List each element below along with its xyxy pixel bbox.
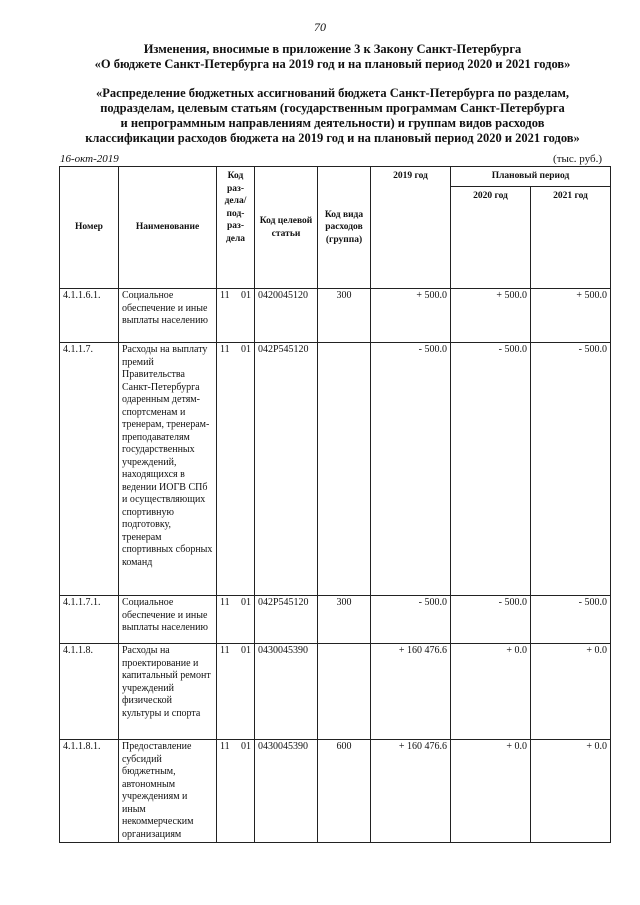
row-name: Расходы на выплату премий Правительства Санкт-Петербурга одаренным детям-спортсменам и тренерам, тренерам-преподавателям государственных учреждений, находящихся в ведении ИОГВ СПб и осуществляющих спортивную подготовку, тренерам спортивных сборных команд xyxy=(119,343,217,596)
subtitle-line: и непрограммным направлениям деятельности) и группам видов расходов xyxy=(120,116,545,130)
row-value-2021: - 500.0 xyxy=(531,596,611,644)
razdel-code: 11 xyxy=(220,645,230,656)
row-csr: 0430045390 xyxy=(255,644,318,740)
row-name: Расходы на проектирование и капитальный ремонт учреждений физической культуры и спорта xyxy=(119,644,217,740)
row-value-2021: + 0.0 xyxy=(531,644,611,740)
col-header-csr: Код целевой статьи xyxy=(255,167,318,289)
row-csr: 0430045390 xyxy=(255,740,318,843)
row-number: 4.1.1.6.1. xyxy=(60,289,119,343)
row-value-2019: + 500.0 xyxy=(371,289,451,343)
title-line: Изменения, вносимые в приложение 3 к Закону Санкт-Петербурга xyxy=(143,42,522,56)
budget-table xyxy=(59,166,611,843)
row-name: Социальное обеспечение и иные выплаты населению xyxy=(119,289,217,343)
row-value-2019: - 500.0 xyxy=(371,596,451,644)
row-value-2020: + 500.0 xyxy=(451,289,531,343)
podrazdel-code: 01 xyxy=(241,645,251,656)
subtitle-line: «Распределение бюджетных ассигнований бюджета Санкт-Петербурга по разделам, xyxy=(96,86,569,100)
document-subtitle xyxy=(60,86,605,146)
podrazdel-code: 01 xyxy=(241,290,251,301)
row-value-2020: - 500.0 xyxy=(451,343,531,596)
row-razdel xyxy=(217,740,255,843)
subtitle-line: подразделам, целевым статьям (государственным программам Санкт-Петербурга xyxy=(100,101,565,115)
col-header-number: Номер xyxy=(60,167,119,289)
col-header-planned: Плановый период xyxy=(451,167,611,187)
razdel-code: 11 xyxy=(220,597,230,608)
document-title xyxy=(60,42,605,72)
podrazdel-code: 01 xyxy=(241,741,251,752)
row-number: 4.1.1.7. xyxy=(60,343,119,596)
razdel-code: 11 xyxy=(220,290,230,301)
page-number: 70 xyxy=(314,20,326,34)
col-header-razdel: Код раз-дела/ под-раз-дела xyxy=(217,167,255,289)
row-value-2020: - 500.0 xyxy=(451,596,531,644)
row-value-2019: + 160 476.6 xyxy=(371,740,451,843)
table-row xyxy=(60,289,611,343)
row-vr: 600 xyxy=(318,740,371,843)
units-label: (тыс. руб.) xyxy=(553,153,602,165)
col-header-2019: 2019 год xyxy=(371,167,451,289)
col-header-name: Наименование xyxy=(119,167,217,289)
row-value-2021: + 500.0 xyxy=(531,289,611,343)
table-row xyxy=(60,644,611,740)
table-row xyxy=(60,343,611,596)
col-header-vr: Код вида расходов (группа) xyxy=(318,167,371,289)
row-csr: 0420045120 xyxy=(255,289,318,343)
row-razdel xyxy=(217,343,255,596)
row-number: 4.1.1.8. xyxy=(60,644,119,740)
row-value-2020: + 0.0 xyxy=(451,644,531,740)
row-value-2019: - 500.0 xyxy=(371,343,451,596)
row-number: 4.1.1.7.1. xyxy=(60,596,119,644)
podrazdel-code: 01 xyxy=(241,344,251,355)
razdel-code: 11 xyxy=(220,741,230,752)
col-header-2021: 2021 год xyxy=(531,187,611,289)
row-name: Предоставление субсидий бюджетным, автономным учреждениям и иным некоммерческим организациям xyxy=(119,740,217,843)
row-number: 4.1.1.8.1. xyxy=(60,740,119,843)
document-date: 16-окт-2019 xyxy=(60,153,119,165)
row-razdel xyxy=(217,596,255,644)
title-line: «О бюджете Санкт-Петербурга на 2019 год и на плановый период 2020 и 2021 годов» xyxy=(94,57,571,71)
row-value-2021: - 500.0 xyxy=(531,343,611,596)
row-value-2019: + 160 476.6 xyxy=(371,644,451,740)
row-razdel xyxy=(217,644,255,740)
podrazdel-code: 01 xyxy=(241,597,251,608)
row-razdel xyxy=(217,289,255,343)
row-csr: 042P545120 xyxy=(255,343,318,596)
row-name: Социальное обеспечение и иные выплаты населению xyxy=(119,596,217,644)
row-vr: 300 xyxy=(318,596,371,644)
table-row xyxy=(60,740,611,843)
table-row xyxy=(60,596,611,644)
row-value-2021: + 0.0 xyxy=(531,740,611,843)
subtitle-line: классификации расходов бюджета на 2019 год и на плановый период 2020 и 2021 годов» xyxy=(85,131,580,145)
row-vr xyxy=(318,644,371,740)
row-value-2020: + 0.0 xyxy=(451,740,531,843)
razdel-code: 11 xyxy=(220,344,230,355)
col-header-2020: 2020 год xyxy=(451,187,531,289)
row-csr: 042P545120 xyxy=(255,596,318,644)
row-vr: 300 xyxy=(318,289,371,343)
row-vr xyxy=(318,343,371,596)
